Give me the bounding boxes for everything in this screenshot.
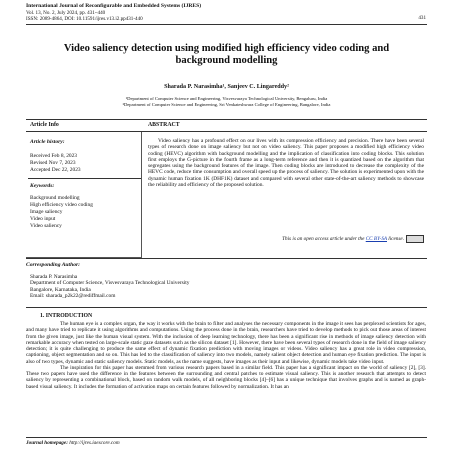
journal-name: International Journal of Reconfigurable and Embedded Systems (IJRES) bbox=[26, 3, 202, 9]
corresponding-email: Email: sharada_p2k22@rediffmail.com bbox=[30, 293, 116, 300]
license-statement bbox=[186, 235, 424, 243]
homepage-link[interactable]: http://ijres.iaescore.com bbox=[69, 440, 120, 446]
corresponding-top-rule bbox=[26, 258, 427, 259]
intro-paragraph-1: The human eye is a complex organ, the way it works with the brain to filter and analyses the necessary components in the image it sees has perplexed scientists for ages, and many have tried to replicate it using algorithms and computations. Using the process done in the brain, researchers have tried to develop methods to pick out those areas of interest from the given image, just like the human visual system. With the inclusion of deep learning technology, there has been a significant rise in methods of image saliency detection with remarkable accuracy when tested on large-scale static gaze datasets such as the silicon dataset [1]. However, there have been several types of research done in the field of image saliency detection; it is quite challenging to produce the same effect of dynamic fixation prediction with moving images or videos. Video saliency has a great role in video compression, captioning, object segmentation and so on. This has led to the classification of saliency into two models, namely salient object detection and human eye fixation prediction. The input is also of two types, dynamic and static saliency models. Static models, as the name suggests, have images as their input and likewise, dynamic models take video input. bbox=[26, 321, 426, 365]
info-top-rule bbox=[26, 119, 427, 120]
history-label: Article history: bbox=[30, 139, 65, 145]
cc-by-sa-icon bbox=[406, 235, 424, 243]
corresponding-location: Bangalore, Karnataka, India bbox=[30, 286, 91, 293]
header-rule bbox=[26, 24, 427, 25]
journal-footer bbox=[26, 440, 426, 446]
keyword-2: High efficiency video coding bbox=[30, 202, 93, 208]
history-received: Received Feb 8, 2023 bbox=[30, 153, 78, 159]
footer-rule bbox=[26, 437, 427, 438]
license-prefix: This is an open access article under the bbox=[282, 236, 366, 243]
affiliation-2: ²Department of Computer Science and Engineering, Sri Venkateshwara College of Engineering, Bangalore, India bbox=[122, 102, 331, 107]
section-heading: 1. INTRODUCTION bbox=[40, 313, 93, 319]
keyword-3: Image saliency bbox=[30, 209, 63, 215]
corresponding-author-block bbox=[26, 262, 426, 300]
license-suffix: license. bbox=[387, 236, 404, 243]
homepage-label: Journal homepage: bbox=[26, 440, 68, 446]
introduction-body bbox=[26, 321, 426, 390]
history-divider bbox=[28, 178, 141, 179]
journal-header bbox=[26, 3, 426, 22]
license-link[interactable]: CC BY-SA bbox=[365, 236, 387, 243]
volume-line: Vol. 13, No. 2, July 2024, pp. 431~440 bbox=[26, 9, 106, 16]
keyword-4: Video input bbox=[30, 216, 56, 222]
corresponding-details bbox=[26, 274, 426, 300]
keywords-label: Keywords: bbox=[30, 183, 55, 189]
history-accepted: Accepted Dec 22, 2023 bbox=[30, 167, 81, 173]
corresponding-department: Department of Computer Science, Visvesvaraya Technological University bbox=[30, 280, 190, 287]
history-revised: Revised Nov 7, 2023 bbox=[30, 160, 76, 166]
paper-title: Video saliency detection using modified high efficiency video coding and background modelling bbox=[63, 43, 390, 67]
corresponding-bottom-rule bbox=[26, 307, 427, 308]
abstract-text: Video saliency has a profound effect on our lives with its compression efficiency and precision. There have been several types of research done on image saliency but not on video saliency. This paper proposes a modified high efficiency video coding (HEVC) algorithm with background modelling and the implication of classification into coding blocks. This solution first employs the G-picture in the fourth frame as a long-term reference and then it is quantized based on the algorithm that segregates using the background features of the image. Then coding blocks are introduced to decrease the complexity of the HEVC code, reduce time consumption and overall speed up the process of saliency. The solution is experimented upon with the dynamic human fixation 1K (DHF1K) dataset and compared with several other state-of-the-art saliency methods to showcase the reliability and efficiency of the proposed solution. bbox=[148, 138, 424, 189]
issn-doi-line: ISSN: 2089-4864, DOI: 10.11591/ijres.v13.i2.pp431-440 bbox=[26, 15, 143, 22]
keyword-1: Background modelling bbox=[30, 195, 80, 201]
abstract-heading: ABSTRACT bbox=[148, 122, 180, 128]
corresponding-label: Corresponding Author: bbox=[26, 262, 81, 268]
corresponding-name: Sharada P. Narasimha bbox=[30, 274, 78, 280]
author-list: Sharada P. Narasimha¹, Sanjeev C. Lingareddy² bbox=[164, 84, 289, 90]
affiliation-1: ¹Department of Computer Science and Engineering, Visvesvaraya Technological University, Bengaluru, India bbox=[125, 96, 328, 101]
intro-paragraph-2: The inspiration for this paper has stemmed from various research papers based in a similar field. This paper has a significant impact on the world of saliency [2], [3]. These two papers have used the difference in the features between the surrounding and central patches to estimate visual saliency. This is another research that attempts to detect saliency by representing a combinational block, based on random walk models, of all neighboring blocks [4]–[6] has a unique technique that involves graphs and is named as graph-based visual saliency. It includes the formation of activation maps on certain features followed by normalization. It has an bbox=[26, 364, 426, 390]
article-info-heading: Article Info bbox=[30, 122, 59, 128]
page-number: 431 bbox=[418, 15, 426, 21]
keyword-5: Video saliency bbox=[30, 223, 62, 229]
